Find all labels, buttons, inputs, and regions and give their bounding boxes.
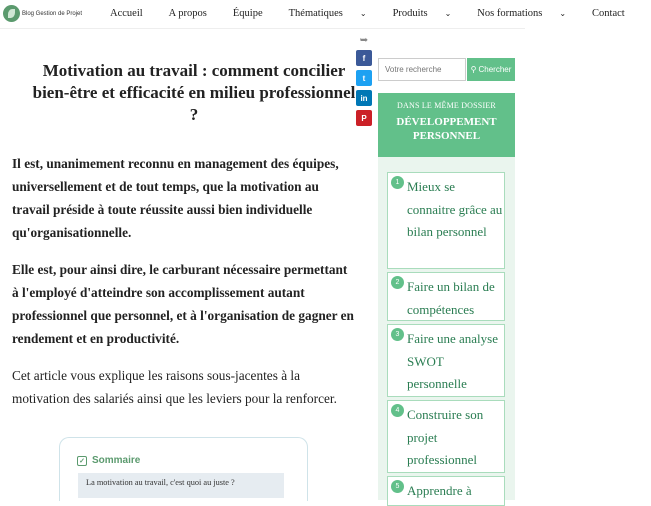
nav-item-a-propos[interactable]	[169, 8, 220, 19]
pinterest-icon: P	[361, 113, 367, 123]
nav-item-label: Accueil	[110, 8, 143, 19]
dossier-item-2[interactable]	[387, 272, 505, 321]
intro-paragraph-3: Cet article vous explique les raisons sous-jacentes à la motivation des salariés ainsi que les leviers pour la renforcer.	[12, 368, 337, 406]
intro-paragraph-1: Il est, unanimement reconnu en management des équipes, universellement et de tout temps, que la motivation au travail préside à toute réussite aussi bien individuelle qu'organisationnelle.	[12, 156, 339, 240]
item-number: 1	[391, 176, 404, 189]
dossier-label: DANS LE MÊME DOSSIER	[397, 101, 496, 110]
dossier-title: DÉVELOPPEMENT PERSONNEL	[396, 116, 497, 142]
facebook-icon: f	[362, 53, 366, 63]
article-title: Motivation au travail : comment concilier bien-être et efficacité en milieu professionnel ?	[32, 61, 356, 124]
search-button-label: Chercher	[478, 65, 512, 74]
dossier-item-label: Apprendre à	[407, 483, 472, 498]
chevron-down-icon: ⌄	[444, 9, 452, 18]
nav-item-contact[interactable]	[592, 8, 638, 19]
site-logo[interactable]	[3, 5, 82, 22]
item-number: 4	[391, 404, 404, 417]
nav-item-label: Thématiques	[288, 8, 343, 19]
dossier-list	[378, 157, 515, 500]
item-number: 2	[391, 276, 404, 289]
dossier-header	[378, 93, 515, 157]
nav-item-label: A propos	[168, 8, 207, 19]
dossier-item-1[interactable]	[387, 172, 505, 269]
nav-item-accueil[interactable]	[110, 8, 156, 19]
dossier-item-label: Mieux se connaitre grâce au bilan personnel	[407, 179, 503, 239]
top-navigation-bar	[0, 0, 625, 29]
table-of-contents	[59, 437, 308, 501]
nav-item-label: Équipe	[232, 8, 263, 19]
twitter-icon: t	[362, 73, 366, 83]
nav-item-label: Nos formations	[477, 8, 543, 19]
dossier-item-3[interactable]	[387, 324, 505, 397]
dossier-item-label: Construire son projet professionnel	[407, 407, 484, 467]
search-button[interactable]	[467, 58, 515, 81]
nav-item-thematiques[interactable]	[289, 8, 380, 19]
nav-item-nos-formations[interactable]	[477, 8, 579, 19]
nav-item-equipe[interactable]	[233, 8, 276, 19]
linkedin-icon: in	[360, 93, 368, 103]
search-icon: ⚲	[470, 65, 477, 74]
nav-item-produits[interactable]	[393, 8, 465, 19]
checklist-icon: ✓	[77, 456, 87, 466]
nav-item-label: Produits	[392, 8, 428, 19]
toc-title: Sommaire	[92, 455, 141, 466]
share-icon: ➥	[359, 35, 369, 46]
dossier-item-label: Faire une analyse SWOT personnelle	[407, 331, 498, 391]
chevron-down-icon: ⌄	[559, 9, 567, 18]
item-number: 5	[391, 480, 404, 493]
main-nav	[110, 8, 651, 19]
chevron-down-icon: ⌄	[359, 9, 367, 18]
dossier-item-4[interactable]	[387, 400, 505, 473]
dossier-item-label: Faire un bilan de compétences	[407, 279, 495, 317]
logo-text: Blog Gestion de Projet	[22, 10, 83, 17]
dossier-item-5[interactable]	[387, 476, 505, 506]
item-number: 3	[391, 328, 404, 341]
toc-header[interactable]	[77, 455, 140, 466]
toc-entry[interactable]: La motivation au travail, c'est quoi au juste ?	[78, 473, 284, 498]
leaf-logo-icon	[3, 5, 20, 22]
nav-item-label: Contact	[592, 8, 625, 19]
intro-paragraph-2: Elle est, pour ainsi dire, le carburant nécessaire permettant à l'employé d'atteindre son accomplissement autant professionnel que personnel, et à l'organisation de gagner en rendement et en productivité.	[12, 262, 354, 346]
search-input[interactable]	[378, 58, 466, 81]
